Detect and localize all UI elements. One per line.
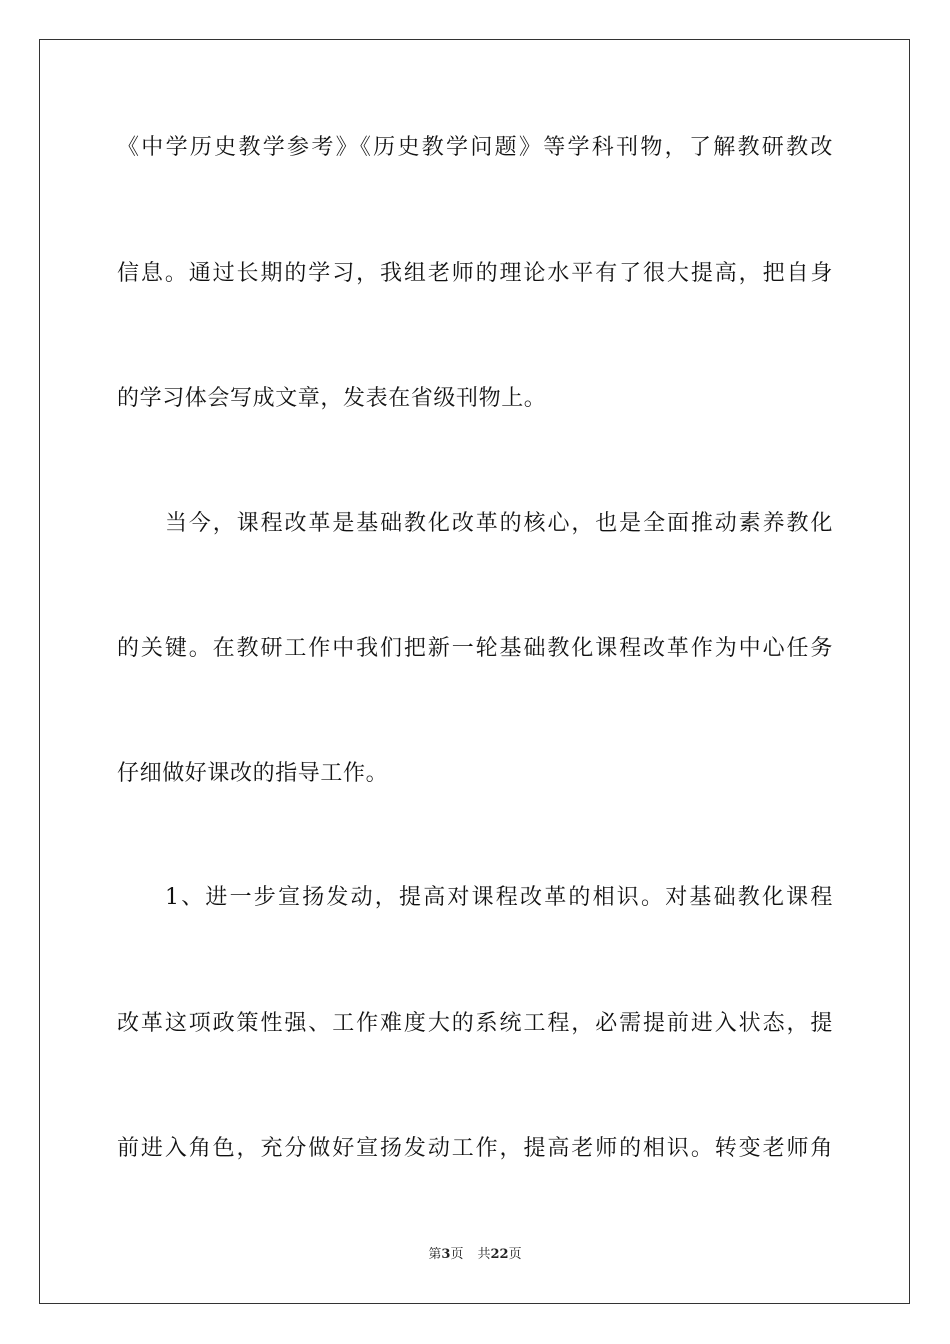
paragraph-line: 前进入角色，充分做好宣扬发动工作，提高老师的相识。转变老师角 [117,1136,833,1161]
paragraph-line: 的关键。在教研工作中我们把新一轮基础教化课程改革作为中心任务 [117,636,833,661]
total-suffix: 页 [508,1247,522,1262]
paragraph-line: 1、进一步宣扬发动，提高对课程改革的相识。对基础教化课程 [165,885,833,910]
page-number: 3 [441,1247,451,1262]
page-prefix: 第 [428,1247,442,1262]
total-prefix: 共 [477,1247,491,1262]
paragraph-line: 的学习体会写成文章，发表在省级刊物上。 [117,386,547,411]
page-suffix: 页 [450,1247,464,1262]
paragraph-line: 改革这项政策性强、工作难度大的系统工程，必需提前进入状态，提 [117,1011,833,1036]
total-pages: 22 [490,1247,509,1262]
paragraph-line: 当今，课程改革是基础教化改革的核心，也是全面推动素养教化 [165,511,833,536]
paragraph-line: 信息。通过长期的学习，我组老师的理论水平有了很大提高，把自身 [117,261,833,286]
page-border [39,39,910,1304]
paragraph-line: 仔细做好课改的指导工作。 [117,761,389,786]
paragraph-line: 《中学历史教学参考》《历史教学问题》等学科刊物，了解教研教改 [117,135,833,160]
page-footer [0,1246,950,1264]
